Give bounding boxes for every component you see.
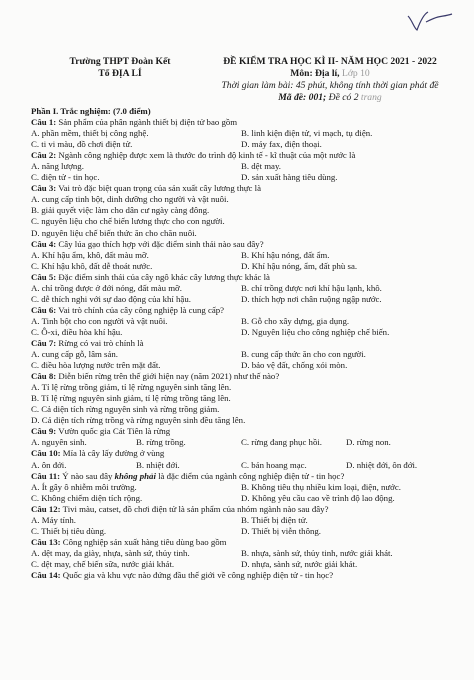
question-13 [31, 537, 451, 548]
question-10 [31, 448, 451, 459]
option-row [31, 172, 451, 183]
question-number: Câu 6: [31, 304, 57, 315]
answer-option-c[interactable]: C. Ô-xi, điều hòa khí hậu. [31, 326, 123, 337]
question-1 [31, 117, 451, 128]
answer-option-c[interactable]: C. điều hòa lượng nước trên mặt đất. [31, 360, 161, 371]
question-text: Đặc điểm sinh thái của cây ngô khác cây lương thực khác là [58, 271, 270, 282]
answer-option-c[interactable]: C. Cả diện tích rừng nguyên sinh và rừng trồng giảm. [31, 404, 220, 415]
answer-option-b[interactable]: B. Không tiêu thụ nhiều kim loại, điện, nước. [241, 481, 401, 492]
option-row [31, 261, 451, 272]
answer-option-b[interactable]: B. Thiết bị điện tử. [241, 514, 308, 525]
question-6 [31, 305, 451, 316]
question-12 [31, 504, 451, 515]
question-number: Câu 11: [31, 470, 61, 481]
answer-option-a[interactable]: A. Máy tính. [31, 514, 76, 525]
option-row [31, 548, 451, 559]
school-header [60, 56, 180, 80]
option-row [31, 128, 451, 139]
department-name: Tổ ĐỊA LÍ [98, 68, 142, 79]
answer-option-d[interactable]: D. bảo vệ đất, chống xói mòn. [241, 360, 348, 371]
answer-option-b[interactable]: B. nhựa, sành sứ, thủy tinh, nước giải khát. [241, 547, 393, 558]
subject-line [205, 68, 455, 80]
question-text: Công nghiệp sản xuất hàng tiêu dùng bao gồm [62, 536, 227, 547]
answer-option-a[interactable]: A. chỉ trồng được ở đới nóng, đất màu mỡ. [31, 282, 182, 293]
time-note: Thời gian làm bài: 45 phút, không tính thời gian phát đề [221, 80, 439, 91]
question-text: Cây lúa gạo thích hợp với đặc điểm sinh thái nào sau đây? [58, 238, 264, 249]
question-2 [31, 150, 451, 161]
exam-title: ĐỀ KIỂM TRA HỌC KÌ II- NĂM HỌC 2021 - 2022 [223, 56, 437, 67]
question-number: Câu 2: [31, 150, 57, 161]
answer-option-a[interactable]: A. phần mềm, thiết bị công nghệ. [31, 128, 149, 139]
question-text: Diễn biến rừng trên thế giới hiện nay (năm 2021) như thế nào? [58, 371, 280, 382]
question-text: Vườn quốc gia Cát Tiên là rừng [58, 426, 171, 437]
answer-option-b[interactable]: B. Gỗ cho xây dựng, gia dụng. [241, 315, 350, 326]
answer-option-c[interactable]: C. nguyên liệu cho chế biến lương thực cho con người. [31, 216, 225, 227]
answer-option-d[interactable]: D. nhiệt đới, ôn đới. [346, 459, 418, 470]
option-row [31, 349, 451, 360]
question-3 [31, 183, 451, 194]
answer-option-b[interactable]: B. rừng trồng. [136, 437, 186, 448]
question-list [31, 106, 451, 581]
code-line [205, 92, 455, 104]
question-number: Câu 10: [31, 448, 61, 459]
answer-option-a[interactable]: A. cung cấp tinh bột, dinh dưỡng cho người và vật nuôi. [31, 194, 229, 205]
answer-option-d[interactable]: D. Không yêu cầu cao về trình độ lao động. [241, 492, 395, 503]
option-row [31, 327, 451, 338]
answer-option-d[interactable]: D. nguyên liệu chế biến thức ăn cho chăn nuôi. [31, 227, 197, 238]
question-11 [31, 471, 451, 482]
answer-option-c[interactable]: C. rừng đang phục hồi. [241, 437, 322, 448]
question-text: Sản phẩm của phân ngành thiết bị điện tử bao gồm [58, 117, 238, 128]
answer-option-d[interactable]: D. máy fax, điện thoại. [241, 139, 322, 150]
answer-option-c[interactable]: C. Thiết bị tiêu dùng. [31, 525, 107, 536]
answer-option-a[interactable]: A. ôn đới. [31, 459, 67, 470]
answer-option-a[interactable]: A. nguyên sinh. [31, 437, 87, 448]
option-row [31, 460, 451, 471]
answer-option-b[interactable]: B. linh kiện điện tử, vi mạch, tụ điện. [241, 128, 373, 139]
answer-option-c[interactable]: C. bán hoang mạc. [241, 459, 307, 470]
option-row [31, 559, 451, 570]
exam-code: Mã đề: 001; [278, 92, 327, 103]
answer-option-b[interactable]: B. giải quyết việc làm cho dân cư ngày càng đông. [31, 205, 210, 216]
answer-option-b[interactable]: B. Tỉ lệ rừng nguyên sinh giảm, tỉ lệ rừng trồng tăng lên. [31, 393, 231, 404]
option-row [31, 316, 451, 327]
question-number: Câu 8: [31, 371, 57, 382]
answer-option-a[interactable]: A. cung cấp gỗ, lâm sản. [31, 349, 118, 360]
question-number: Câu 7: [31, 337, 57, 348]
option-row [31, 139, 451, 150]
answer-option-b[interactable]: B. cung cấp thức ăn cho con người. [241, 349, 366, 360]
option-row [31, 493, 451, 504]
answer-option-a[interactable]: A. Tỉ lệ rừng trồng giảm, tỉ lệ rừng nguyên sinh tăng lên. [31, 382, 232, 393]
answer-option-c[interactable]: C. Không chiếm diện tích rộng. [31, 492, 143, 503]
question-number: Câu 9: [31, 426, 57, 437]
question-4 [31, 239, 451, 250]
answer-option-d[interactable]: D. rừng non. [346, 437, 391, 448]
answer-option-d[interactable]: D. Nguyên liệu cho công nghiệp chế biến. [241, 326, 390, 337]
exam-header [205, 56, 455, 104]
answer-option-b[interactable]: B. Khí hậu nóng, đất ẩm. [241, 249, 330, 260]
answer-option-a[interactable]: A. Khí hậu ẩm, khô, đất màu mỡ. [31, 249, 149, 260]
answer-option-c[interactable]: C. điện tử - tin học. [31, 172, 100, 183]
question-9 [31, 426, 451, 437]
question-5 [31, 272, 451, 283]
answer-option-d[interactable]: D. Cả diện tích rừng trồng và rừng nguyên sinh đều tăng lên. [31, 415, 246, 426]
question-text: Ngành công nghiệp được xem là thước đo trình độ kinh tế - kĩ thuật của một nước là [58, 150, 356, 161]
answer-option-a[interactable]: A. Ít gây ô nhiễm môi trường. [31, 481, 137, 492]
answer-option-c[interactable]: C. ti vi màu, đồ chơi điện tử. [31, 139, 133, 150]
part-title: Phần I. Trắc nghiệm: (7.0 điểm) [31, 106, 151, 116]
option-row [31, 437, 451, 448]
page-unit: trang [360, 92, 382, 103]
question-number: Câu 13: [31, 536, 61, 547]
option-row [31, 526, 451, 537]
answer-option-c[interactable]: C. dễ thích nghi với sự dao động của khí hậu. [31, 293, 191, 304]
question-text: là đặc điểm của ngành công nghiệp điện tử - tin học? [155, 470, 345, 481]
question-number: Câu 4: [31, 238, 57, 249]
answer-option-b[interactable]: B. dệt may. [241, 161, 281, 172]
school-name: Trường THPT Đoàn Kết [69, 56, 171, 67]
question-emphasis: không phải [114, 470, 156, 481]
answer-option-d[interactable]: D. thích hợp nơi chân ruộng ngập nước. [241, 293, 382, 304]
option-row [31, 515, 451, 526]
answer-option-d[interactable]: D. Thiết bị viễn thông. [241, 525, 321, 536]
signature-mark [404, 8, 456, 36]
question-text: Vai trò chính của cây công nghiệp là cung cấp? [58, 304, 225, 315]
grade-label: Lớp 10 [341, 68, 370, 79]
question-7 [31, 338, 451, 349]
question-number: Câu 5: [31, 271, 57, 282]
answer-option-d[interactable]: D. nhựa, sành sứ, nước giải khát. [241, 558, 358, 569]
option-row [31, 161, 451, 172]
answer-option-c[interactable]: C. Khí hậu khô, đất dễ thoát nước. [31, 260, 153, 271]
question-number: Câu 12: [31, 503, 61, 514]
option-row [31, 294, 451, 305]
question-number: Câu 14: [31, 569, 61, 580]
question-text: Mía là cây lấy đường ở vùng [62, 448, 165, 459]
option-row [31, 482, 451, 493]
question-text: Rừng có vai trò chính là [58, 337, 144, 348]
question-14 [31, 570, 451, 581]
question-text: Tivi màu, catset, đồ chơi điện tử là sản phẩm của nhóm ngành nào sau đây? [62, 503, 329, 514]
option-row [31, 283, 451, 294]
answer-option-b[interactable]: B. nhiệt đới. [136, 459, 180, 470]
answer-option-c[interactable]: C. dệt may, chế biến sữa, nước giải khát. [31, 558, 175, 569]
answer-option-a[interactable]: A. năng lượng. [31, 161, 84, 172]
answer-option-d[interactable]: D. Khí hậu nóng, ẩm, đất phù sa. [241, 260, 358, 271]
subject-label: Môn: Địa lí, [290, 68, 340, 79]
answer-option-b[interactable]: B. chỉ trồng được nơi khí hậu lạnh, khô. [241, 282, 382, 293]
option-row [31, 250, 451, 261]
page-count: Đề có 2 [328, 92, 359, 103]
question-number: Câu 1: [31, 117, 57, 128]
question-text: Ý nào sau đây [62, 470, 115, 481]
question-text: Quốc gia và khu vực nào đứng đầu thế giới về công nghiệp điện tử - tin học? [62, 569, 334, 580]
question-number: Câu 3: [31, 183, 57, 194]
question-text: Vai trò đặc biệt quan trọng của sản xuất cây lương thực là [58, 183, 261, 194]
answer-option-a[interactable]: A. Tinh bột cho con người và vật nuôi. [31, 315, 168, 326]
answer-option-d[interactable]: D. sản xuất hàng tiêu dùng. [241, 172, 338, 183]
option-row [31, 360, 451, 371]
answer-option-a[interactable]: A. dệt may, da giày, nhựa, sành sứ, thủy tinh. [31, 547, 190, 558]
question-8 [31, 371, 451, 382]
